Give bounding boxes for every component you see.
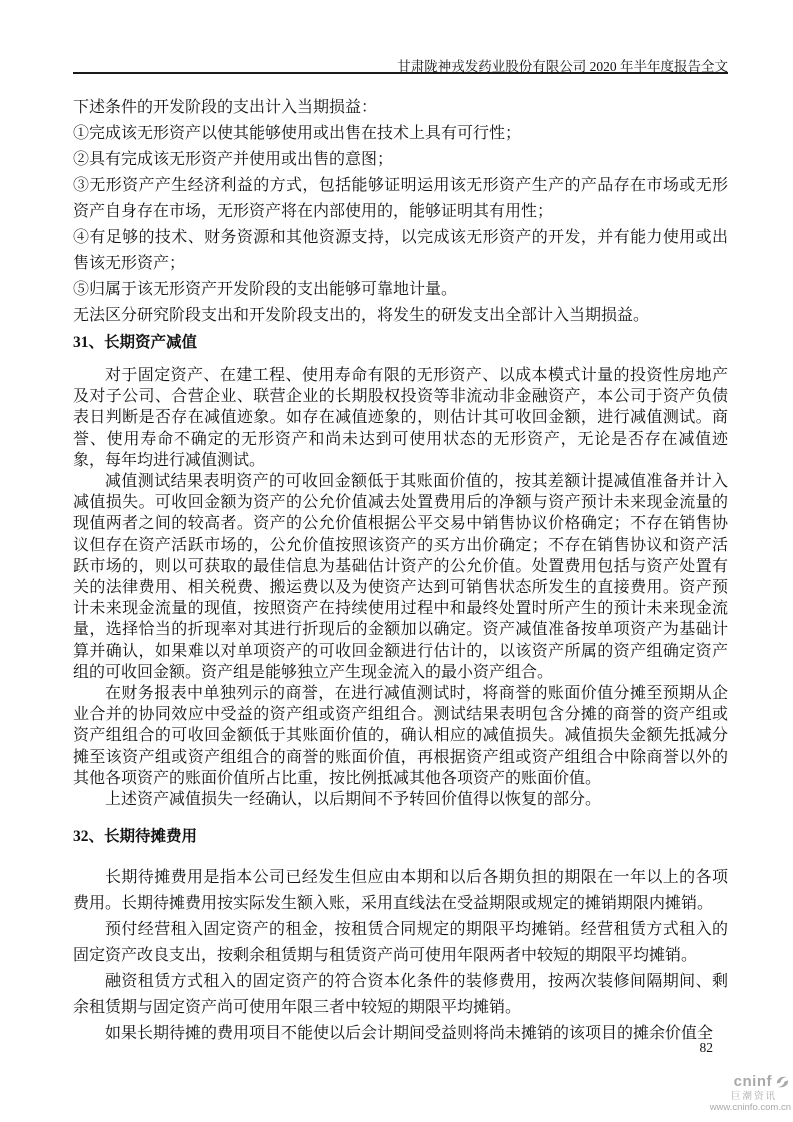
paragraph: 减值测试结果表明资产的可收回金额低于其账面价值的，按其差额计提减值准备并计入减值损失。可收回金额为资产的公允价值减去处置费用后的净额与资产预计未来现金流量的现值两者之间的较高者。资产的公允价值根据公平交易中销售协议价格确定；不存在销售协议但存在资产活跃市场的，公允价值按照该资产的买方出价确定；不存在销售协议和资产活跃市场的，则以可获取的最佳信息为基础估计资产的公允价值。处置费用包括与资产处置有关的法律费用、相关税费、搬运费以及为使资产达到可销售状态所发生的直接费用。资产预计未来现金流量的现值，按照资产在持续使用过程中和最终处置时所产生的预计未来现金流量，选择恰当的折现率对其进行折现后的金额加以确定。资产减值准备按单项资产为基础计算并确认，如果难以对单项资产的可收回金额进行估计的，以该资产所属的资产组确定资产组的可收回金额。资产组是能够独立产生现金流入的最小资产组合。 [73, 473, 728, 681]
paragraph: 融资租赁方式租入的固定资产的符合资本化条件的装修费用，按两次装修间隔期间、剩余租赁期与固定资产尚可使用年限三者中较短的期限平均摊销。 [73, 973, 728, 1017]
page-content [73, 95, 728, 1047]
page-number: 82 [699, 1040, 713, 1055]
intro-line: 无法区分研究阶段支出和开发阶段支出的，将发生的研发支出全部计入当期损益。 [73, 307, 650, 324]
section-32-body [73, 865, 728, 1047]
section-heading-32: 32、长期待摊费用 [73, 828, 198, 846]
section-heading-31: 31、长期资产减值 [73, 334, 198, 351]
intro-line: ①完成该无形资产以使其能够使用或出售在技术上具有可行性； [73, 125, 522, 142]
paragraph: 在财务报表中单独列示的商誉，在进行减值测试时，将商誉的账面价值分摊至预期从企业合并的协同效应中受益的资产组或资产组组合。测试结果表明包含分摊的商誉的资产组或资产组组合的可收回金额低于其账面价值的，确认相应的减值损失。减值损失金额先抵减分摊至该资产组或资产组组合的商誉的账面价值，再根据资产组或资产组组合中除商誉以外的其他各项资产的账面价值所占比重，按比例抵减其他各项资产的账面价值。 [73, 685, 728, 787]
intro-line: ②具有完成该无形资产并使用或出售的意图； [73, 151, 394, 168]
cninfo-logo-row [705, 1074, 791, 1091]
intro-block [73, 95, 728, 329]
cninfo-brand-text: cninf [733, 1073, 772, 1090]
paragraph: 对于固定资产、在建工程、使用寿命有限的无形资产、以成本模式计量的投资性房地产及对子公司、合营企业、联营企业的长期股权投资等非流动非金融资产，本公司于资产负债表日判断是否存在减值迹象。如存在减值迹象的，则估计其可收回金额，进行减值测试。商誉、使用寿命不确定的无形资产和尚未达到可使用状态的无形资产，无论是否存在减值迹象，每年均进行减值测试。 [73, 367, 728, 469]
paragraph: 预付经营租入固定资产的租金，按租赁合同规定的期限平均摊销。经营租赁方式租入的固定资产改良支出，按剩余租赁期与租赁资产尚可使用年限两者中较短的期限平均摊销。 [73, 921, 728, 965]
cninfo-swirl-icon [774, 1074, 791, 1090]
header-divider [73, 72, 728, 74]
paragraph: 长期待摊费用是指本公司已经发生但应由本期和以后各期负担的期限在一年以上的各项费用。长期待摊费用按实际发生额入账，采用直线法在受益期限或规定的摊销期限内摊销。 [73, 869, 728, 913]
paragraph: 上述资产减值损失一经确认，以后期间不予转回价值得以恢复的部分。 [105, 791, 602, 809]
cninfo-url: www.cninfo.com.cn [709, 1101, 791, 1113]
intro-line: ④有足够的技术、财务资源和其他资源支持，以完成该无形资产的开发，并有能力使用或出售该无形资产； [73, 229, 728, 272]
intro-line: ⑤归属于该无形资产开发阶段的支出能够可靠地计量。 [73, 281, 458, 298]
intro-line: ③无形资产产生经济利益的方式，包括能够证明运用该无形资产生产的产品存在市场或无形资产自身存在市场，无形资产将在内部使用的，能够证明其有用性； [73, 177, 728, 220]
section-31-body [73, 365, 728, 810]
paragraph: 如果长期待摊的费用项目不能使以后会计期间受益则将尚未摊销的该项目的摊余价值全 [105, 1025, 714, 1043]
cninfo-caption: 巨潮资讯 [730, 1090, 777, 1102]
page-header-title: 甘肃陇神戎发药业股份有限公司 2020 年半年度报告全文 [397, 59, 728, 74]
intro-line: 下述条件的开发阶段的支出计入当期损益： [73, 99, 378, 116]
cninfo-watermark [705, 1074, 791, 1113]
